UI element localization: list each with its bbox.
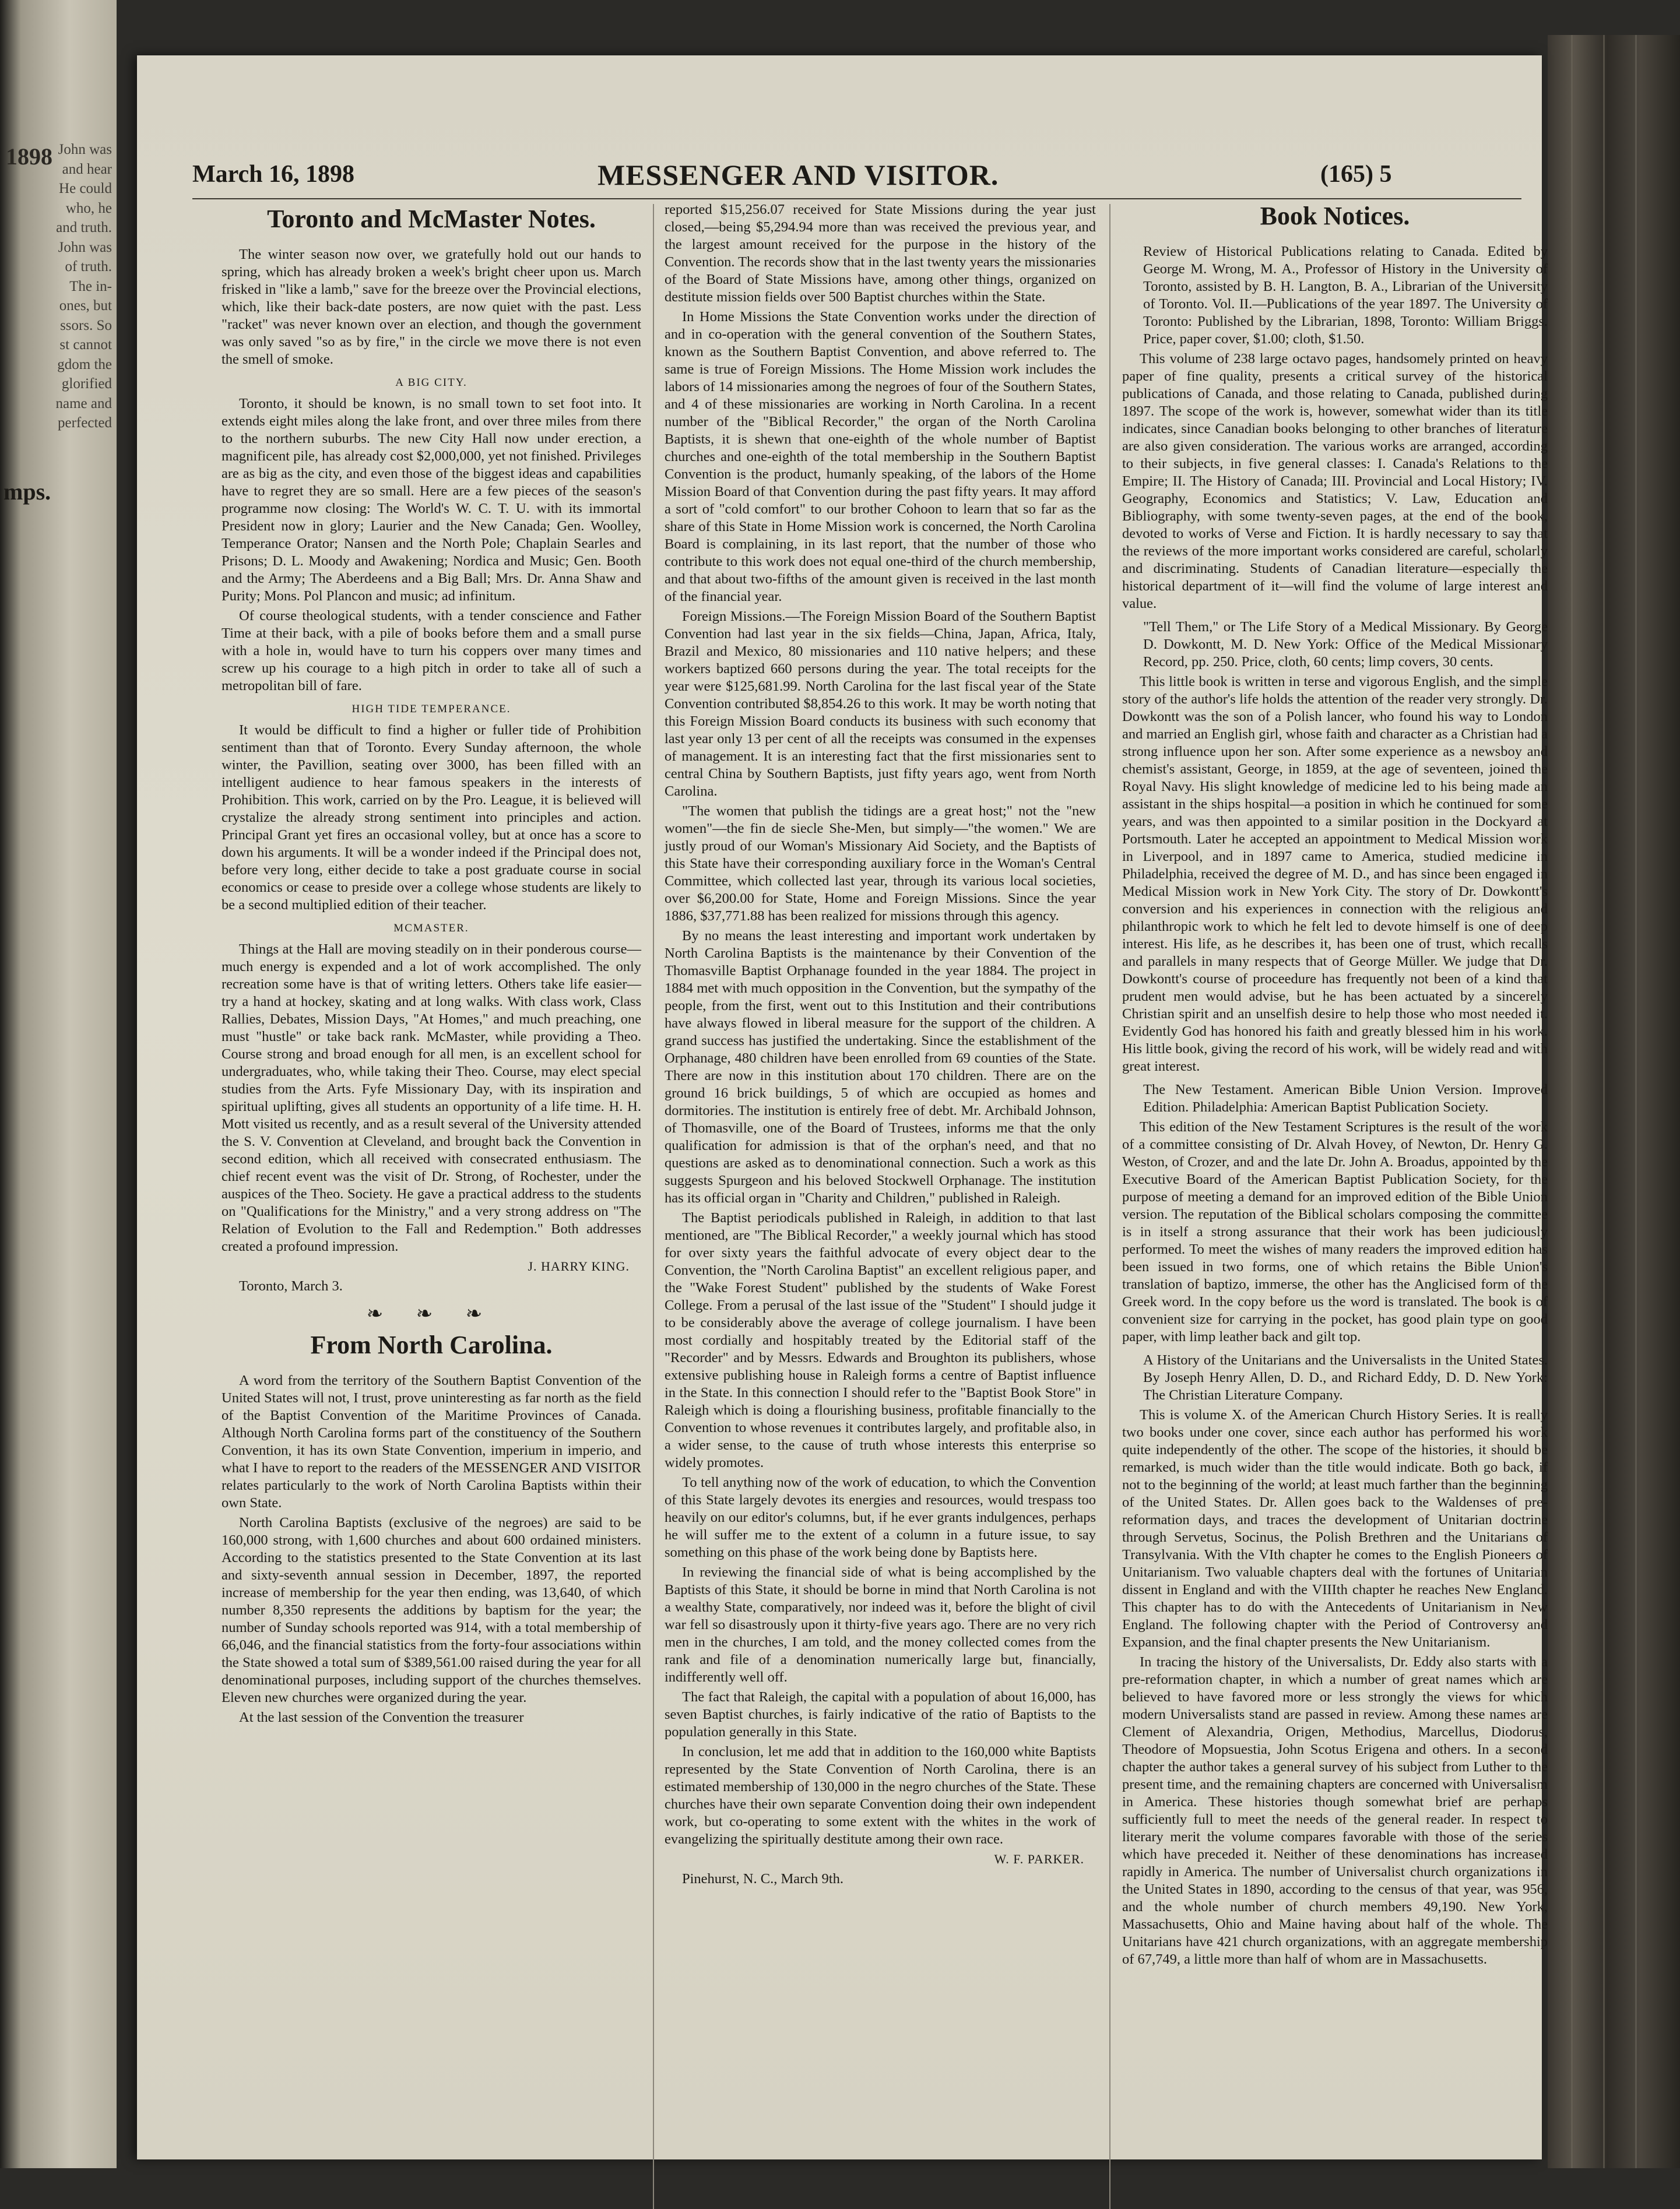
book-entry-title: A History of the Unitarians and the Universalists in the United States. By Joseph Henry Allen, D. D., and Richard Eddy, D. D. New York: The Christian Literature Company. [1143, 1352, 1548, 1403]
newspaper-page [137, 55, 1548, 2159]
paragraph: At the last session of the Convention the treasurer [239, 1709, 524, 1725]
paragraph: To tell anything now of the work of education, to which the Convention of this State largely devotes its energies and resources, would trespass too heavily on our editor's columns, but, if he ever grants indulgences, perhaps he will suffer me to the extent of a column in a future issue, to say something on this phase of the work being done by Baptists here. [665, 1475, 1096, 1560]
adjacent-page-edge [0, 0, 117, 2168]
column-3 [1122, 201, 1548, 1971]
book-spine [1548, 35, 1680, 2168]
author-signature: W. F. PARKER. [994, 1852, 1084, 1866]
paragraph: In reviewing the financial side of what is being accomplished by the Baptists of this State, it should be borne in mind that North Carolina is not a wealthy State, comparatively, nor indeed was it, before the blight of civil war fell so disastrously upon it thirty-five years ago. There are no very rich men in the churches, I am told, and the money collected comes from the rank and file of a denomination numerically large but, financially, indifferently well off. [665, 1564, 1096, 1685]
column-divider [653, 204, 654, 2209]
adjacent-page-heading: mps. [3, 479, 51, 505]
paragraph: reported $15,256.07 received for State Missions during the year just closed,—being $5,294.94 more than was received the previous year, and the largest amount received for the purpose in the history of the Convention. The records show that in the last twenty years the missionaries of the Board of State Missions have, among other things, organized on destitute mission fields over 500 Baptist churches within the State. [665, 202, 1096, 305]
paragraph: This volume of 238 large octavo pages, handsomely printed on heavy paper of fine quality, presents a critical survey of the historical publications of Canada, and those relating to Canada, published during 1897. The scope of the work is, however, somewhat wider than its title indicates, since Canadian books belonging to other branches of literature are also given consideration. The various works are arranged, according to their subjects, in five general classes: I. Canada's Relations to the Empire; II. The History of Canada; III. Provincial and Local History; IV. Geography, Economics and Statistics; V. Law, Education and Bibliography, with some twenty-seven pages, at the end of the book, devoted to works of Verse and Fiction. It is hardly necessary to say that the reviews of the more important works considered are careful, scholarly and discriminating. Students of Canadian literature—especially the historical department of it—will find the volume of large interest and value. [1122, 351, 1548, 611]
dateline: Toronto, March 3. [239, 1278, 343, 1294]
paragraph: This little book is written in terse and vigorous English, and the simple story of the author's life holds the attention of the reader very strongly. Dr. Dowkontt was the son of a Polish lancer, who found his way to London and married an English girl, whose faith and character as a Christian had a strong influence upon her son. After some experience as a newsboy and chemist's assistant, George, in 1859, at the age of seventeen, joined the Royal Navy. His slight knowledge of medicine led to his being made an assistant in the ships hospital—a position in which he continued for some years, and was then appointed to a similar position in the Dockyard at Portsmouth. Later he accepted an appointment to Medical Mission work in Liverpool, and in 1897 came to America, studied medicine in Philadelphia, received the degree of M. D., and has since been engaged in Medical Mission work in New York City. The story of Dr. Dowkontt's conversion and his experiences in connection with the religious and philanthropic work to which he felt led to devote himself is one of deep interest. His life, as he describes it, has been one of trust, which recalls and parallels in many respects that of George Müller. We judge that Dr. Dowkontt's course of proceedure has frequently not been of a kind that prudent men would advise, but he has been actuated by a sincerely Christian spirit and an unselfish desire to help those who most needed it. Evidently God has honored his faith and greatly blessed him in his work. His little book, giving the record of his work, will be widely read and with great interest. [1122, 674, 1548, 1074]
paragraph: Foreign Missions.—The Foreign Mission Board of the Southern Baptist Convention had last year in the six fields—China, Japan, Africa, Italy, Brazil and Mexico, 80 missionaries and 110 native helpers; and these workers baptized 660 persons during the year. The total receipts for the year were $125,681.99. North Carolina for the last fiscal year of the State Convention contributed $8,854.26 to this work. It may be worth noting that this Foreign Mission Board conducts its business with such economy that last year only 13 per cent of all the receipts was consumed in the expenses of management. It is an interesting fact that the first missionaries sent to central China by Southern Baptists, just fifty years ago, went from North Carolina. [665, 608, 1096, 799]
paragraph: The Baptist periodicals published in Raleigh, in addition to that last mentioned, are "The Biblical Recorder," a weekly journal which has stood for over sixty years the faithful advocate of every object dear to the Convention, the "North Carolina Baptist" an excellent religious paper, and the "Wake Forest Student" published by the students of Wake Forest College. From a perusal of the last issue of the "Student" I should judge it to be considerably above the average of college journalism. I have been most cordially and hospitably treated by the Editorial staff of the "Recorder" and by Messrs. Edwards and Broughton its publishers, whose extensive publishing house in Raleigh forms a centre of Baptist influence in the State. In this connection I should refer to the "Baptist Book Store" in Raleigh which is doing a flourishing business, profitable financially to the Convention to whose revenues it contributes largely, and profitable also, in a wider sense, to the cause of truth whose interests this enterprise so widely promotes. [665, 1210, 1096, 1471]
adjacent-page-text: John was and hear He could who, he and truth. John was of truth. The in- ones, but ssors. So st cannot gdom the glorified name and perfected [55, 142, 112, 431]
paragraph: This edition of the New Testament Scriptures is the result of the work of a committee consisting of Dr. Alvah Hovey, of Newton, Dr. Henry G. Weston, of Crozer, and and the late Dr. John A. Broadus, appointed by the Executive Board of the American Baptist Publication Society, for the purpose of meeting a demand for an improved edition of the Bible Union version. The reputation of the Biblical scholars composing the committee is in itself a strong assurance that their work has been judiciously performed. To meet the wishes of many readers the improved edition has been issued in two forms, one of which retains the Bible Union's translation of baptizo, immerse, the other has the Anglicised form of the Greek word. In the copy before us the word is translated. The book is of convenient size for carrying in the pocket, has good plain type on good paper, with limp leather back and gilt top. [1122, 1119, 1548, 1345]
paragraph: The fact that Raleigh, the capital with a population of about 16,000, has seven Baptist churches, is fairly indicative of the ratio of Baptists to the population generally in this State. [665, 1689, 1096, 1740]
paragraph: North Carolina Baptists (exclusive of the negroes) are said to be 160,000 strong, with 1,600 churches and about 600 ordained ministers. According to the statistics presented to the State Convention at its last and sixty-seventh annual session in December, 1897, the reported increase of membership for the year then ending, was 13,640, of which number 8,350 represents the additions by baptism for the year; the number of Sunday schools reported was 914, with a total membership of 66,046, and the financial statistics from the forty-four associations within the State showed a total sum of $389,561.00 raised during the year for all denominational purposes, including support of the churches themselves. Eleven new churches were organized during the year. [222, 1515, 641, 1705]
book-entry-title: "Tell Them," or The Life Story of a Medical Missionary. By George D. Dowkontt, M. D. New York: Office of the Medical Missionary Record, pp. 250. Price, cloth, 60 cents; limp covers, 30 cents. [1143, 619, 1548, 670]
masthead-rule [192, 198, 1521, 199]
book-entry-title: The New Testament. American Bible Union Version. Improved Edition. Philadelphia: American Baptist Publication Society. [1143, 1082, 1548, 1115]
publication-title: MESSENGER AND VISITOR. [598, 159, 999, 191]
paragraph: "The women that publish the tidings are a great host;" not the "new women"—the fin de siecle She-Men, but simply—"the women." We are justly proud of our Woman's Missionary Aid Society, and the Baptists of this State have their corresponding auxiliary force in the Woman's Central Committee, which collected last year, through its various local societies, over $6,200.00 for State, Home and Foreign Missions. Since the year 1886, $37,771.88 has been realized for missions through this agency. [665, 803, 1096, 924]
section-subhead: HIGH TIDE TEMPERANCE. [352, 703, 511, 715]
paragraph: This is volume X. of the American Church History Series. It is really two books under one cover, since each author has performed his work quite independently of the other. The scope of the histories, it should be remarked, is much wider than the title would indicate. Both go back, if not to the beginning of the world; at least much farther than the beginning of the United States. Dr. Allen goes back to the Waldenses of pre-reformation days, and traces the development of Unitarian doctrine through Servetus, Socinus, the Polish Brethren and the Unitarians of Transylvania. With the VIth chapter he comes to the English Pioneers of Unitarianism. Two valuable chapters deal with the fortunes of Unitarian dissent in England and with the VIIIth chapter he reaches New England. This chapter has to do with the Antecedents of Unitarianism in New England. The following chapter with the Period of Controversy and Expansion, and the final chapter presents the New Unitarianism. [1122, 1407, 1548, 1650]
dateline: Pinehurst, N. C., March 9th. [682, 1871, 843, 1887]
paragraph: A word from the territory of the Southern Baptist Convention of the United States will not, I trust, prove uninteresting as far north as the field of the Baptist Convention of the Maritime Provinces of Canada. Although North Carolina forms part of the constituency of the Southern Convention, it has its own State Convention, imperium in imperio, and what I have to report to the readers of the MESSENGER AND VISITOR relates particularly to the work of North Carolina Baptists within their own State. [222, 1373, 641, 1511]
paragraph: By no means the least interesting and important work undertaken by North Carolina Baptists is the maintenance by their Convention of the Thomasville Baptist Orphanage founded in the year 1884. The project in 1884 met with much opposition in the Convention, but the sympathy of the people, from the first, went out to this Institution and their contributions have always flowed in liberal measure for the support of the children. A grand success has justified the undertaking. Since the establishment of the Orphanage, 480 children have been enrolled from 69 counties of the State. There are now in this institution about 170 children. There are on the ground 16 brick buildings, 5 of which are occupied as homes and dormitories. The institution is entirely free of debt. Mr. Archibald Johnson, of Thomasville, one of the Board of Trustees, informs me that the only qualification for admission is that of the orphan's need, and that no questions are asked as to denominational connection. Such a work as this suggests Spurgeon and his beloved Stockwell Orphanage. The institution has its official organ in "Charity and Children," published in Raleigh. [665, 928, 1096, 1206]
issue-date: March 16, 1898 [192, 161, 355, 188]
section-ornament: ❧ ❧ ❧ [366, 1303, 497, 1325]
adjacent-page-year: 1898 [6, 143, 52, 170]
column-2 [665, 201, 1096, 1898]
article-heading: Toronto and McMaster Notes. [267, 205, 596, 233]
paragraph: The winter season now over, we gratefully hold out our hands to spring, which has already broken a week's bright cheer upon us. March frisked in "like a lamb," save for the breeze over the Provincial elections, which, like their back-date posters, are now quiet with the past. Less "racket" was never known over an election, and though the government was only saved "so as by fire," in the circle we move there is not even the smell of smoke. [222, 247, 641, 367]
paragraph: Of course theological students, with a tender conscience and Father Time at their back, with a pile of books before them and a small purse with a hole in, would have to turn his coppers over many times and screw up his courage to a high pitch in order to take all of such a metropolitan bill of fare. [222, 608, 641, 694]
article-heading: Book Notices. [1260, 202, 1410, 230]
paragraph: In conclusion, let me add that in addition to the 160,000 white Baptists represented by the State Convention of North Carolina, there is an estimated membership of 130,000 in the negro churches of the State. These churches have their own separate Convention doing their own independent work, but co-operating to some extent with the whites in the work of evangelizing the spiritually destitute among their own race. [665, 1744, 1096, 1847]
section-subhead: MCMASTER. [393, 922, 469, 934]
section-subhead: A BIG CITY. [395, 377, 468, 389]
paragraph: Things at the Hall are moving steadily on in their ponderous course—much energy is expended and a lot of work accomplished. The only recreation some have is that of writing letters. Others take life easier—try a hand at hockey, skating and at long walks. With class work, Class Rallies, Debates, Mission Days, "At Homes," and much preaching, one must "hustle" or take back rank. McMaster, while providing a Theo. Course strong and broad enough for all men, is an excellent school for undergraduates, who, while taking their Theo. Course, may elect special studies from the Arts. Fyfe Missionary Day, with its inspiration and spiritual uplifting, gives all students an opportunity of a life time. H. H. Mott visited us recently, and as a result several of the University attended the S. V. Convention at Cleveland, and brought back the Convention in second edition, which all received with consecrated enthusiasm. The chief recent event was the visit of Dr. Strong, of Rochester, under the auspices of the Theo. Society. He gave a practical address to the students on "Qualifications for the Ministry," and a very strong address on "The Relation of Evolution to the Fall and Redemption." Both addresses created a profound impression. [222, 941, 641, 1254]
article-heading: From North Carolina. [310, 1331, 553, 1359]
paragraph: In tracing the history of the Universalists, Dr. Eddy also starts with a pre-reformation chapter, in which a number of great names which are believed to have favored more or less strongly the views for which modern Universalists stand are passed in review. Among these names are Clement of Alexandria, Origen, Methodius, Marcellus, Diodorus, Theodore of Mopsuestia, John Scotus Erigena and others. In a second chapter the author takes a general survey of his subject from Luther to the present time, and the remaining chapters are concerned with Universalism in America. These histories though somewhat brief are perhaps sufficiently full to meet the needs of the general reader. In respect to literary merit the volume compares favorable with those of the series which have preceded it. Neither of these denominations has increased rapidly in America. The number of Universalist church organizations in the United States in 1890, according to the census of that year, was 956, and the whole number of church members 49,190. New York, Massachusetts, Ohio and Maine having about half of the whole. The Unitarians have 421 church organizations, with an aggregate membership of 67,749, a little more than half of whom are in Massachusetts. [1122, 1654, 1548, 1967]
masthead [137, 160, 1542, 195]
paragraph: It would be difficult to find a higher or fuller tide of Prohibition sentiment than that of Toronto. Every Sunday afternoon, the whole winter, the Pavillion, seating over 3000, has been filled with an intelligent audience to hear famous speakers in the interests of Prohibition. This work, carried on by the Pro. League, it is believed will crystalize the already strong sentiment into principles and action. Principal Grant yet fires an occasional volley, but at once has a score to down his arguments. It will be a wonder indeed if the Principal does not, before very long, either decide to take a post graduate course in social economics or cease to preside over a college whose students are likely to be a second multiplied edition of their teacher. [222, 722, 641, 913]
column-divider [1109, 204, 1110, 2209]
column-1 [222, 204, 641, 1729]
paragraph: Toronto, it should be known, is no small town to set foot into. It extends eight miles along the lake front, and over three miles from there to the northern suburbs. The new City Hall now under erection, a magnificent pile, has already cost $2,000,000, yet not finished. Privileges are as big as the city, and even those of the biggest ideas and capabilities have to regret they are so small. Here are a few pieces of the season's programme now closing: The World's W. C. T. U. with its immortal President now in glory; Laurier and the New Canada; Gen. Woolley, Temperance Orator; Nansen and the North Pole; Chaplain Searles and Prisons; D. L. Moody and Awakening; Nordica and Music; Gen. Booth and the Army; The Aberdeens and a Big Ball; Mrs. Dr. Anna Shaw and Purity; Mons. Pol Plancon and music; ad infinitum. [222, 396, 641, 604]
paragraph: In Home Missions the State Convention works under the direction of and in co-operation with the general convention of the Southern States, known as the Southern Baptist Convention, and above referred to. The same is true of Foreign Missions. The Home Mission work includes the labors of 14 missionaries among the negroes of four of the Southern States, and 4 of these missionaries are working in North Carolina. In a recent number of the "Biblical Recorder," the organ of the North Carolina Baptists, it is shewn that one-eighth of the whole number of Baptist churches and one-eighth of the total membership in the Southern Baptist Convention is the product, humanly speaking, of the labors of the Home Mission Board of that Convention during the past fifty years. It may afford a sort of "cold comfort" to our brother Cohoon to learn that so far as the share of this State in Home Mission work is concerned, the North Carolina Board is complaining, in its last report, that the number of those who contribute to this work does not equal one-third of the church membership, and that about two-fifths of the amount given is received in the last month of the financial year. [665, 309, 1096, 604]
page-number: (165) 5 [1320, 161, 1392, 188]
author-signature: J. HARRY KING. [528, 1259, 630, 1274]
book-entry-title: Review of Historical Publications relating to Canada. Edited by George M. Wrong, M. A., Professor of History in the University of Toronto, assisted by B. H. Langton, B. A., Librarian of the University of Toronto. Vol. II.—Publications of the year 1897. The University of Toronto: Published by the Librarian, 1898, Toronto: William Briggs. Price, paper cover, $1.00; cloth, $1.50. [1143, 244, 1548, 347]
